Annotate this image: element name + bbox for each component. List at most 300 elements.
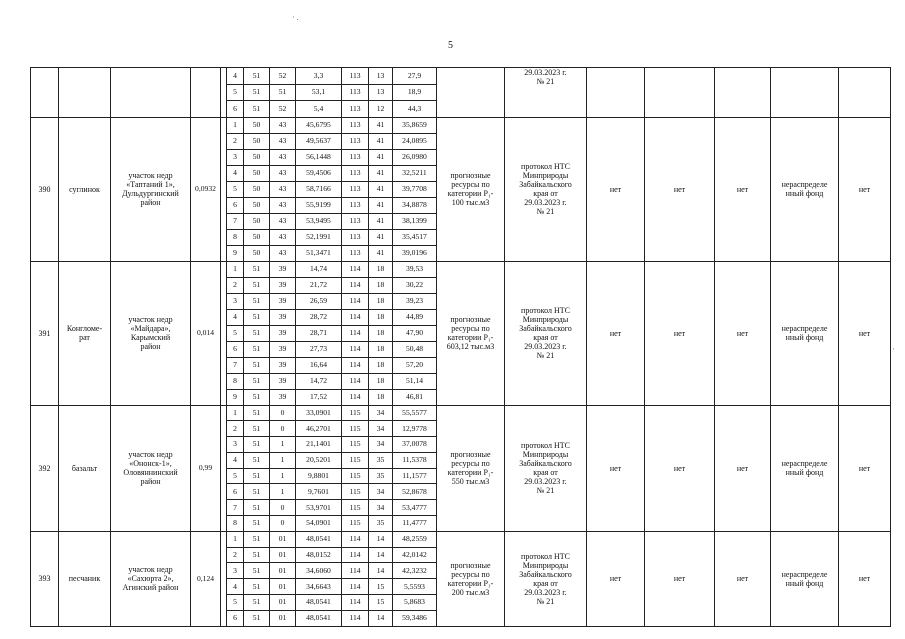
lat-sec-cell: 14,72 — [296, 373, 342, 389]
lon-deg-cell: 114 — [342, 277, 369, 293]
lat-deg-cell: 51 — [244, 437, 270, 453]
lat-sec-cell: 48,0541 — [296, 595, 342, 611]
lat-min-cell: 43 — [270, 213, 296, 229]
lat-deg-cell: 51 — [244, 261, 270, 277]
lat-min-cell: 39 — [270, 325, 296, 341]
area-name-cell — [111, 68, 191, 118]
lat-deg-cell: 51 — [244, 325, 270, 341]
coordinate-row — [31, 68, 891, 85]
col-a-cell — [587, 68, 645, 118]
edge-mark: · — [892, 345, 895, 354]
lat-deg-cell: 51 — [244, 484, 270, 500]
lon-deg-cell: 113 — [342, 165, 369, 181]
lon-min-cell: 41 — [369, 165, 393, 181]
resources-cell: прогнозные ресурсы по категории Р₁- 200 тыс.м3 — [437, 531, 505, 626]
point-number-cell: 6 — [227, 101, 244, 118]
col-a-cell: нет — [587, 117, 645, 261]
lon-sec-cell: 57,20 — [393, 357, 437, 373]
lon-min-cell: 15 — [369, 595, 393, 611]
lon-sec-cell: 34,8878 — [393, 197, 437, 213]
record-number-cell: 390 — [31, 117, 59, 261]
lat-sec-cell: 26,59 — [296, 293, 342, 309]
mineral-cell: суглинок — [59, 117, 111, 261]
lon-min-cell: 41 — [369, 149, 393, 165]
point-number-cell: 6 — [227, 341, 244, 357]
col-b-cell — [645, 68, 715, 118]
lon-sec-cell: 35,8659 — [393, 117, 437, 133]
lon-deg-cell: 113 — [342, 229, 369, 245]
point-number-cell: 3 — [227, 293, 244, 309]
lat-sec-cell: 51,3471 — [296, 245, 342, 261]
lat-sec-cell: 53,9701 — [296, 500, 342, 516]
lon-min-cell: 41 — [369, 117, 393, 133]
lon-deg-cell: 113 — [342, 213, 369, 229]
lat-min-cell: 43 — [270, 181, 296, 197]
lon-deg-cell: 114 — [342, 531, 369, 547]
lon-sec-cell: 51,14 — [393, 373, 437, 389]
lat-min-cell: 39 — [270, 389, 296, 405]
lat-sec-cell: 3,3 — [296, 68, 342, 85]
lon-sec-cell: 38,1399 — [393, 213, 437, 229]
point-number-cell: 5 — [227, 595, 244, 611]
lat-deg-cell: 51 — [244, 101, 270, 118]
record-number-cell: 393 — [31, 531, 59, 626]
lat-sec-cell: 33,0901 — [296, 405, 342, 421]
lon-sec-cell: 11,4777 — [393, 516, 437, 532]
area-value-cell: 0,0932 — [191, 117, 221, 261]
lat-min-cell: 51 — [270, 84, 296, 101]
lat-sec-cell: 58,7166 — [296, 181, 342, 197]
lat-sec-cell: 45,6795 — [296, 117, 342, 133]
area-value-cell — [191, 68, 221, 118]
lat-sec-cell: 21,1401 — [296, 437, 342, 453]
mineral-cell: базальт — [59, 405, 111, 531]
lon-sec-cell: 50,48 — [393, 341, 437, 357]
lon-deg-cell: 115 — [342, 421, 369, 437]
point-number-cell: 2 — [227, 277, 244, 293]
mineral-cell: Конгломе- рат — [59, 261, 111, 405]
lat-deg-cell: 51 — [244, 547, 270, 563]
lat-deg-cell: 51 — [244, 452, 270, 468]
lat-sec-cell: 28,72 — [296, 309, 342, 325]
col-d-cell: нет — [839, 117, 891, 261]
lat-deg-cell: 51 — [244, 84, 270, 101]
lon-sec-cell: 55,5577 — [393, 405, 437, 421]
point-number-cell: 4 — [227, 68, 244, 85]
lat-sec-cell: 55,9199 — [296, 197, 342, 213]
point-number-cell: 8 — [227, 516, 244, 532]
area-name-cell: участок недр «Ононск-1», Оловяннинский район — [111, 405, 191, 531]
point-number-cell: 6 — [227, 484, 244, 500]
lat-min-cell: 01 — [270, 531, 296, 547]
lon-min-cell: 41 — [369, 245, 393, 261]
fund-cell: нераспределе нный фонд — [771, 531, 839, 626]
mineral-cell: песчаник — [59, 531, 111, 626]
lon-sec-cell: 39,53 — [393, 261, 437, 277]
point-number-cell: 1 — [227, 405, 244, 421]
lat-min-cell: 43 — [270, 245, 296, 261]
col-a-cell: нет — [587, 261, 645, 405]
lon-deg-cell: 114 — [342, 595, 369, 611]
point-number-cell: 4 — [227, 309, 244, 325]
lon-min-cell: 35 — [369, 516, 393, 532]
lon-deg-cell: 114 — [342, 547, 369, 563]
lon-min-cell: 18 — [369, 309, 393, 325]
lat-deg-cell: 51 — [244, 309, 270, 325]
lon-min-cell: 12 — [369, 101, 393, 118]
area-name-cell: участок недр «Майдара», Карымский район — [111, 261, 191, 405]
lon-min-cell: 41 — [369, 133, 393, 149]
point-number-cell: 4 — [227, 452, 244, 468]
point-number-cell: 9 — [227, 245, 244, 261]
lon-min-cell: 18 — [369, 261, 393, 277]
lon-sec-cell: 39,0196 — [393, 245, 437, 261]
fund-cell: нераспределе нный фонд — [771, 405, 839, 531]
lat-min-cell: 39 — [270, 357, 296, 373]
lat-min-cell: 1 — [270, 452, 296, 468]
mineral-cell — [59, 68, 111, 118]
resources-cell: прогнозные ресурсы по категории Р₁- 100 тыс.м3 — [437, 117, 505, 261]
lon-sec-cell: 27,9 — [393, 68, 437, 85]
lat-sec-cell: 9,8801 — [296, 468, 342, 484]
point-number-cell: 7 — [227, 500, 244, 516]
lon-sec-cell: 30,22 — [393, 277, 437, 293]
point-number-cell: 1 — [227, 117, 244, 133]
col-c-cell: нет — [715, 531, 771, 626]
lat-min-cell: 39 — [270, 261, 296, 277]
point-number-cell: 4 — [227, 165, 244, 181]
lat-sec-cell: 46,2701 — [296, 421, 342, 437]
lon-min-cell: 18 — [369, 325, 393, 341]
point-number-cell: 2 — [227, 421, 244, 437]
lon-min-cell: 34 — [369, 405, 393, 421]
lon-deg-cell: 113 — [342, 133, 369, 149]
lat-min-cell: 39 — [270, 373, 296, 389]
lon-sec-cell: 46,81 — [393, 389, 437, 405]
lon-deg-cell: 114 — [342, 325, 369, 341]
lon-deg-cell: 115 — [342, 437, 369, 453]
table-body — [31, 68, 891, 627]
lon-deg-cell: 113 — [342, 101, 369, 118]
area-value-cell: 0,99 — [191, 405, 221, 531]
lat-deg-cell: 50 — [244, 181, 270, 197]
lon-min-cell: 18 — [369, 293, 393, 309]
lon-sec-cell: 32,5211 — [393, 165, 437, 181]
protocol-cell: протокол НТС Минприроды Забайкальского края от 29.03.2023 г. № 21 — [505, 117, 587, 261]
col-d-cell: нет — [839, 261, 891, 405]
lat-deg-cell: 51 — [244, 516, 270, 532]
point-number-cell: 3 — [227, 563, 244, 579]
lon-min-cell: 35 — [369, 468, 393, 484]
lat-deg-cell: 50 — [244, 117, 270, 133]
area-name-cell: участок недр «Сахюрта 2», Агинский район — [111, 531, 191, 626]
col-a-cell: нет — [587, 531, 645, 626]
lat-sec-cell: 48,0152 — [296, 547, 342, 563]
lon-deg-cell: 114 — [342, 563, 369, 579]
lat-deg-cell: 50 — [244, 149, 270, 165]
lat-min-cell: 0 — [270, 405, 296, 421]
lat-sec-cell: 34,6643 — [296, 579, 342, 595]
lon-sec-cell: 39,23 — [393, 293, 437, 309]
lat-min-cell: 43 — [270, 149, 296, 165]
lon-sec-cell: 18,9 — [393, 84, 437, 101]
lat-deg-cell: 50 — [244, 245, 270, 261]
lat-deg-cell: 51 — [244, 563, 270, 579]
lon-deg-cell: 114 — [342, 357, 369, 373]
lat-min-cell: 01 — [270, 547, 296, 563]
protocol-cell: протокол НТС Минприроды Забайкальского края от 29.03.2023 г. № 21 — [505, 531, 587, 626]
point-number-cell: 6 — [227, 197, 244, 213]
lon-min-cell: 18 — [369, 389, 393, 405]
lon-deg-cell: 114 — [342, 373, 369, 389]
lon-min-cell: 34 — [369, 437, 393, 453]
lon-sec-cell: 26,0980 — [393, 149, 437, 165]
lat-min-cell: 43 — [270, 197, 296, 213]
lat-sec-cell: 27,73 — [296, 341, 342, 357]
lon-min-cell: 34 — [369, 421, 393, 437]
lon-min-cell: 41 — [369, 197, 393, 213]
lat-min-cell: 52 — [270, 101, 296, 118]
lat-deg-cell: 50 — [244, 213, 270, 229]
lon-min-cell: 14 — [369, 547, 393, 563]
lat-sec-cell: 53,1 — [296, 84, 342, 101]
lon-deg-cell: 113 — [342, 197, 369, 213]
lon-sec-cell: 53,4777 — [393, 500, 437, 516]
registry-table — [30, 67, 891, 627]
lon-sec-cell: 39,7708 — [393, 181, 437, 197]
lon-sec-cell: 42,0142 — [393, 547, 437, 563]
lat-deg-cell: 51 — [244, 68, 270, 85]
record-number-cell: 391 — [31, 261, 59, 405]
col-b-cell: нет — [645, 117, 715, 261]
lon-deg-cell: 114 — [342, 261, 369, 277]
lat-min-cell: 43 — [270, 165, 296, 181]
lat-sec-cell: 34,6060 — [296, 563, 342, 579]
lat-sec-cell: 49,5637 — [296, 133, 342, 149]
col-c-cell: нет — [715, 261, 771, 405]
lat-min-cell: 01 — [270, 563, 296, 579]
point-number-cell: 4 — [227, 579, 244, 595]
lon-deg-cell: 115 — [342, 405, 369, 421]
lon-sec-cell: 48,2559 — [393, 531, 437, 547]
lat-deg-cell: 51 — [244, 341, 270, 357]
lon-deg-cell: 113 — [342, 68, 369, 85]
lat-sec-cell: 5,4 — [296, 101, 342, 118]
lat-sec-cell: 59,4506 — [296, 165, 342, 181]
lon-deg-cell: 115 — [342, 468, 369, 484]
resources-cell: прогнозные ресурсы по категории Р₁- 603,12 тыс.м3 — [437, 261, 505, 405]
lon-deg-cell: 114 — [342, 341, 369, 357]
point-number-cell: 5 — [227, 468, 244, 484]
lon-min-cell: 18 — [369, 341, 393, 357]
col-c-cell: нет — [715, 405, 771, 531]
point-number-cell: 3 — [227, 437, 244, 453]
lat-deg-cell: 51 — [244, 468, 270, 484]
col-d-cell: нет — [839, 405, 891, 531]
lat-deg-cell: 51 — [244, 389, 270, 405]
lat-sec-cell: 54,0901 — [296, 516, 342, 532]
lon-sec-cell: 24,0895 — [393, 133, 437, 149]
lon-min-cell: 14 — [369, 610, 393, 626]
lon-sec-cell: 37,0078 — [393, 437, 437, 453]
lon-sec-cell: 44,3 — [393, 101, 437, 118]
lat-min-cell: 39 — [270, 277, 296, 293]
lon-min-cell: 34 — [369, 500, 393, 516]
lon-deg-cell: 114 — [342, 309, 369, 325]
lon-min-cell: 18 — [369, 277, 393, 293]
point-number-cell: 5 — [227, 325, 244, 341]
lon-sec-cell: 59,3486 — [393, 610, 437, 626]
point-number-cell: 8 — [227, 229, 244, 245]
point-number-cell: 6 — [227, 610, 244, 626]
page-number: 5 — [448, 40, 453, 51]
lon-deg-cell: 113 — [342, 181, 369, 197]
point-number-cell: 8 — [227, 373, 244, 389]
lat-deg-cell: 50 — [244, 197, 270, 213]
point-number-cell: 1 — [227, 261, 244, 277]
lat-min-cell: 52 — [270, 68, 296, 85]
lat-deg-cell: 51 — [244, 579, 270, 595]
lat-sec-cell: 52,1991 — [296, 229, 342, 245]
lon-deg-cell: 114 — [342, 293, 369, 309]
protocol-cell: 29.03.2023 г. № 21 — [505, 68, 587, 118]
lat-deg-cell: 51 — [244, 500, 270, 516]
lat-min-cell: 1 — [270, 484, 296, 500]
lon-sec-cell: 52,8678 — [393, 484, 437, 500]
lon-sec-cell: 11,1577 — [393, 468, 437, 484]
lon-deg-cell: 114 — [342, 610, 369, 626]
lat-sec-cell: 48,0541 — [296, 531, 342, 547]
lat-deg-cell: 51 — [244, 357, 270, 373]
lat-sec-cell: 14,74 — [296, 261, 342, 277]
protocol-cell: протокол НТС Минприроды Забайкальского края от 29.03.2023 г. № 21 — [505, 261, 587, 405]
col-b-cell: нет — [645, 405, 715, 531]
lon-deg-cell: 114 — [342, 579, 369, 595]
col-d-cell — [839, 68, 891, 118]
point-number-cell: 5 — [227, 181, 244, 197]
point-number-cell: 2 — [227, 547, 244, 563]
col-a-cell: нет — [587, 405, 645, 531]
lon-min-cell: 13 — [369, 84, 393, 101]
point-number-cell: 9 — [227, 389, 244, 405]
area-value-cell: 0,124 — [191, 531, 221, 626]
resources-cell — [437, 68, 505, 118]
lat-sec-cell: 20,5201 — [296, 452, 342, 468]
lat-deg-cell: 51 — [244, 595, 270, 611]
area-value-cell: 0,014 — [191, 261, 221, 405]
lon-sec-cell: 35,4517 — [393, 229, 437, 245]
lat-deg-cell: 51 — [244, 421, 270, 437]
lon-deg-cell: 113 — [342, 84, 369, 101]
lat-min-cell: 01 — [270, 579, 296, 595]
lon-min-cell: 14 — [369, 563, 393, 579]
lat-deg-cell: 50 — [244, 165, 270, 181]
col-b-cell: нет — [645, 261, 715, 405]
point-number-cell: 7 — [227, 357, 244, 373]
coordinate-row — [31, 405, 891, 421]
coordinate-row — [31, 117, 891, 133]
fund-cell: нераспределе нный фонд — [771, 117, 839, 261]
lon-sec-cell: 12,9778 — [393, 421, 437, 437]
col-b-cell: нет — [645, 531, 715, 626]
lat-min-cell: 39 — [270, 293, 296, 309]
lat-sec-cell: 48,0541 — [296, 610, 342, 626]
area-name-cell: участок недр «Таптаний 1», Дульдургинский район — [111, 117, 191, 261]
lon-min-cell: 14 — [369, 531, 393, 547]
coordinate-row — [31, 531, 891, 547]
lon-deg-cell: 115 — [342, 500, 369, 516]
fund-cell — [771, 68, 839, 118]
lat-min-cell: 39 — [270, 309, 296, 325]
lat-min-cell: 43 — [270, 133, 296, 149]
lat-min-cell: 0 — [270, 500, 296, 516]
lat-deg-cell: 51 — [244, 293, 270, 309]
lon-min-cell: 41 — [369, 213, 393, 229]
lat-min-cell: 43 — [270, 117, 296, 133]
lon-sec-cell: 5,5593 — [393, 579, 437, 595]
lat-deg-cell: 51 — [244, 277, 270, 293]
lon-min-cell: 18 — [369, 357, 393, 373]
lon-deg-cell: 115 — [342, 452, 369, 468]
lat-min-cell: 43 — [270, 229, 296, 245]
fund-cell: нераспределе нный фонд — [771, 261, 839, 405]
lat-sec-cell: 28,71 — [296, 325, 342, 341]
lat-min-cell: 39 — [270, 341, 296, 357]
lon-deg-cell: 115 — [342, 484, 369, 500]
lat-sec-cell: 17,52 — [296, 389, 342, 405]
point-number-cell: 3 — [227, 149, 244, 165]
lon-min-cell: 34 — [369, 484, 393, 500]
lon-deg-cell: 113 — [342, 245, 369, 261]
lat-min-cell: 1 — [270, 437, 296, 453]
lon-min-cell: 41 — [369, 229, 393, 245]
lon-min-cell: 18 — [369, 373, 393, 389]
record-number-cell: 392 — [31, 405, 59, 531]
col-d-cell: нет — [839, 531, 891, 626]
lat-deg-cell: 51 — [244, 531, 270, 547]
lon-sec-cell: 42,3232 — [393, 563, 437, 579]
lat-deg-cell: 50 — [244, 229, 270, 245]
lon-deg-cell: 114 — [342, 389, 369, 405]
lat-deg-cell: 51 — [244, 405, 270, 421]
point-number-cell: 1 — [227, 531, 244, 547]
lon-min-cell: 15 — [369, 579, 393, 595]
lat-min-cell: 01 — [270, 595, 296, 611]
lat-min-cell: 0 — [270, 516, 296, 532]
lat-sec-cell: 21,72 — [296, 277, 342, 293]
lat-sec-cell: 9,7601 — [296, 484, 342, 500]
record-number-cell — [31, 68, 59, 118]
lat-deg-cell: 51 — [244, 373, 270, 389]
point-number-cell: 7 — [227, 213, 244, 229]
resources-cell: прогнозные ресурсы по категории Р₁- 550 тыс.м3 — [437, 405, 505, 531]
lon-sec-cell: 11,5378 — [393, 452, 437, 468]
coordinate-row — [31, 261, 891, 277]
lat-min-cell: 0 — [270, 421, 296, 437]
lon-min-cell: 35 — [369, 452, 393, 468]
lon-min-cell: 13 — [369, 68, 393, 85]
protocol-cell: протокол НТС Минприроды Забайкальского края от 29.03.2023 г. № 21 — [505, 405, 587, 531]
lon-deg-cell: 115 — [342, 516, 369, 532]
point-number-cell: 5 — [227, 84, 244, 101]
lat-sec-cell: 53,9495 — [296, 213, 342, 229]
scan-mark: · . — [292, 13, 299, 22]
lat-deg-cell: 51 — [244, 610, 270, 626]
lat-deg-cell: 50 — [244, 133, 270, 149]
lat-sec-cell: 56,1448 — [296, 149, 342, 165]
lon-sec-cell: 47,90 — [393, 325, 437, 341]
lon-deg-cell: 113 — [342, 149, 369, 165]
